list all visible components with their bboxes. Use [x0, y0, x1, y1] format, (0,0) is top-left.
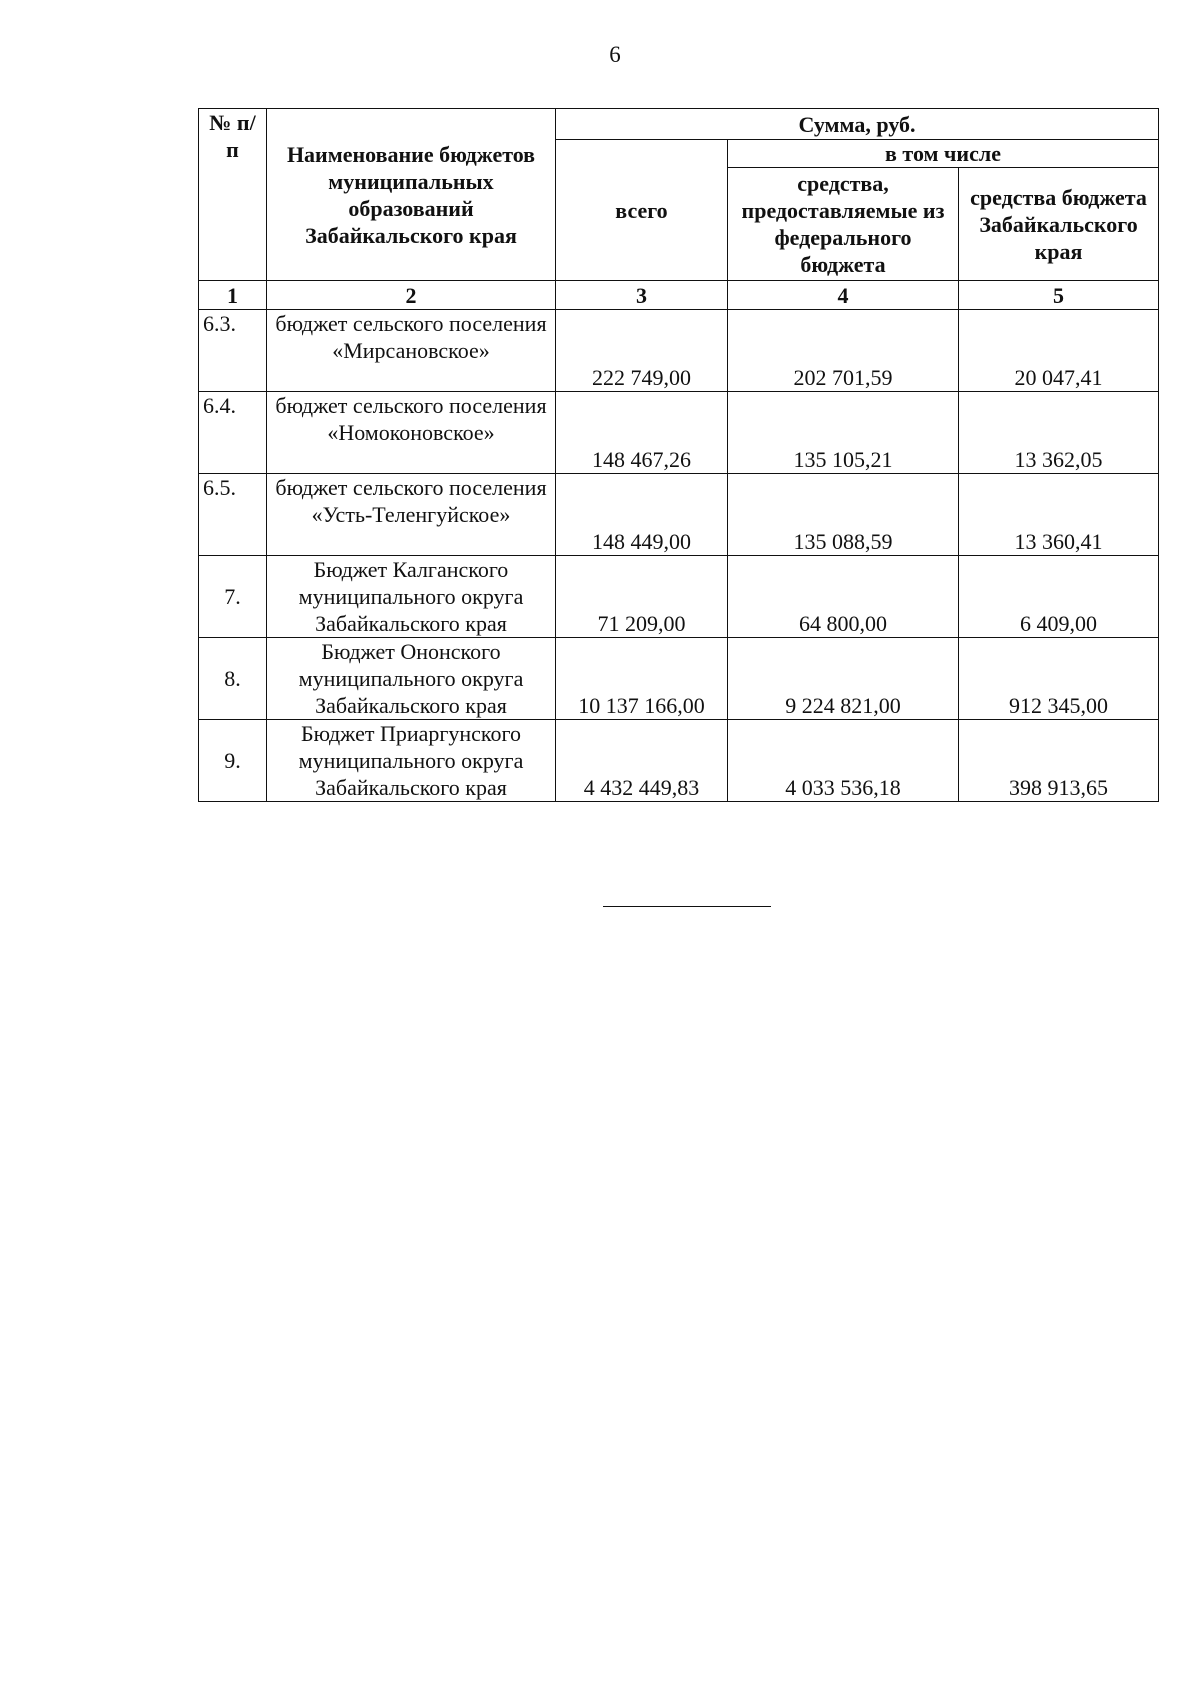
budget-table — [198, 108, 1159, 802]
column-number: 5 — [959, 281, 1159, 310]
regional-amount: 20 047,41 — [959, 310, 1159, 392]
federal-amount: 202 701,59 — [728, 310, 959, 392]
regional-amount: 912 345,00 — [959, 638, 1159, 720]
row-number: 6.3. — [199, 310, 267, 392]
federal-amount: 4 033 536,18 — [728, 720, 959, 802]
table-row — [199, 720, 1159, 802]
budget-name: бюджет сельского поселения «Мирсановское» — [267, 310, 556, 392]
table-row — [199, 474, 1159, 556]
row-number: 9. — [199, 720, 267, 802]
regional-amount: 398 913,65 — [959, 720, 1159, 802]
page-number: 6 — [609, 42, 621, 67]
column-number: 3 — [556, 281, 728, 310]
table-row — [199, 638, 1159, 720]
total-amount: 148 449,00 — [556, 474, 728, 556]
budget-name: Бюджет Калганского муниципального округа Забайкальского края — [267, 556, 556, 638]
budget-name: бюджет сельского поселения «Номоконовское» — [267, 392, 556, 474]
federal-amount: 9 224 821,00 — [728, 638, 959, 720]
header-regional: средства бюджета Забайкальского края — [959, 168, 1159, 281]
table-row — [199, 556, 1159, 638]
regional-amount: 13 360,41 — [959, 474, 1159, 556]
total-amount: 222 749,00 — [556, 310, 728, 392]
federal-amount: 64 800,00 — [728, 556, 959, 638]
budget-name: бюджет сельского поселения «Усть-Теленгуйское» — [267, 474, 556, 556]
total-amount: 148 467,26 — [556, 392, 728, 474]
total-amount: 10 137 166,00 — [556, 638, 728, 720]
table-row — [199, 392, 1159, 474]
budget-name: Бюджет Приаргунского муниципального округа Забайкальского края — [267, 720, 556, 802]
header-name: Наименование бюджетов муниципальных образований Забайкальского края — [267, 109, 556, 281]
header-total: всего — [556, 140, 728, 281]
closing-rule — [603, 906, 771, 907]
total-amount: 4 432 449,83 — [556, 720, 728, 802]
row-number: 6.5. — [199, 474, 267, 556]
header-including: в том числе — [728, 140, 1159, 168]
regional-amount: 6 409,00 — [959, 556, 1159, 638]
header-federal: средства, предоставляемые из федерального бюджета — [728, 168, 959, 281]
header-number: № п/п — [199, 109, 267, 281]
column-number: 1 — [199, 281, 267, 310]
regional-amount: 13 362,05 — [959, 392, 1159, 474]
row-number: 8. — [199, 638, 267, 720]
header-sum: Сумма, руб. — [556, 109, 1159, 140]
total-amount: 71 209,00 — [556, 556, 728, 638]
budget-name: Бюджет Ононского муниципального округа Забайкальского края — [267, 638, 556, 720]
federal-amount: 135 088,59 — [728, 474, 959, 556]
row-number: 6.4. — [199, 392, 267, 474]
row-number: 7. — [199, 556, 267, 638]
federal-amount: 135 105,21 — [728, 392, 959, 474]
column-number-row — [199, 281, 1159, 310]
column-number: 2 — [267, 281, 556, 310]
table-row — [199, 310, 1159, 392]
column-number: 4 — [728, 281, 959, 310]
